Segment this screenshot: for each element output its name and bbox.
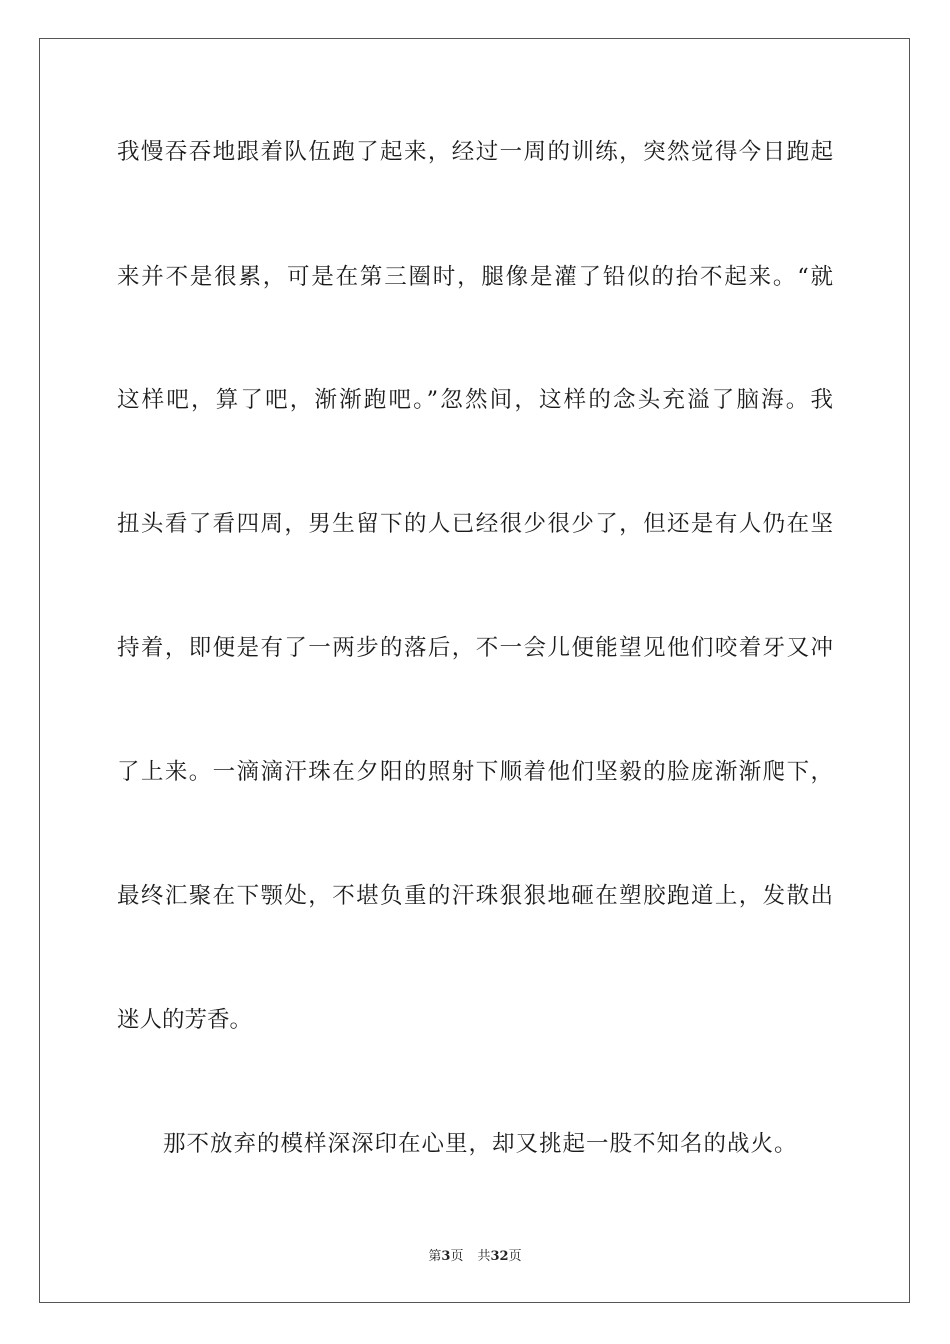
text-line-1: 我慢吞吞地跟着队伍跑了起来，经过一周的训练，突然觉得今日跑起	[117, 139, 833, 165]
page-number: 3	[441, 1249, 451, 1264]
total-prefix: 共	[477, 1249, 491, 1264]
text-line-2: 来并不是很累，可是在第三圈时，腿像是灌了铅似的抬不起来。“就	[117, 264, 833, 290]
text-line-3: 这样吧，算了吧，渐渐跑吧。”忽然间，这样的念头充溢了脑海。我	[117, 387, 833, 413]
total-pages: 32	[490, 1249, 509, 1264]
text-line-6: 了上来。一滴滴汗珠在夕阳的照射下顺着他们坚毅的脸庞渐渐爬下，	[117, 759, 833, 785]
paragraph-2: 那不放弃的模样深深印在心里，却又挑起一股不知名的战火。	[163, 1131, 798, 1157]
page-border	[39, 38, 910, 1303]
page-footer	[0, 1248, 950, 1266]
page-prefix: 第	[428, 1249, 442, 1264]
text-line-5: 持着，即便是有了一两步的落后，不一会儿便能望见他们咬着牙又冲	[117, 635, 833, 661]
page-suffix: 页	[450, 1249, 464, 1264]
text-line-8: 迷人的芳香。	[117, 1007, 253, 1033]
text-line-4: 扭头看了看四周，男生留下的人已经很少很少了，但还是有人仍在坚	[117, 511, 833, 537]
total-suffix: 页	[508, 1249, 522, 1264]
text-line-7: 最终汇聚在下颚处，不堪负重的汗珠狠狠地砸在塑胶跑道上，发散出	[117, 883, 833, 909]
